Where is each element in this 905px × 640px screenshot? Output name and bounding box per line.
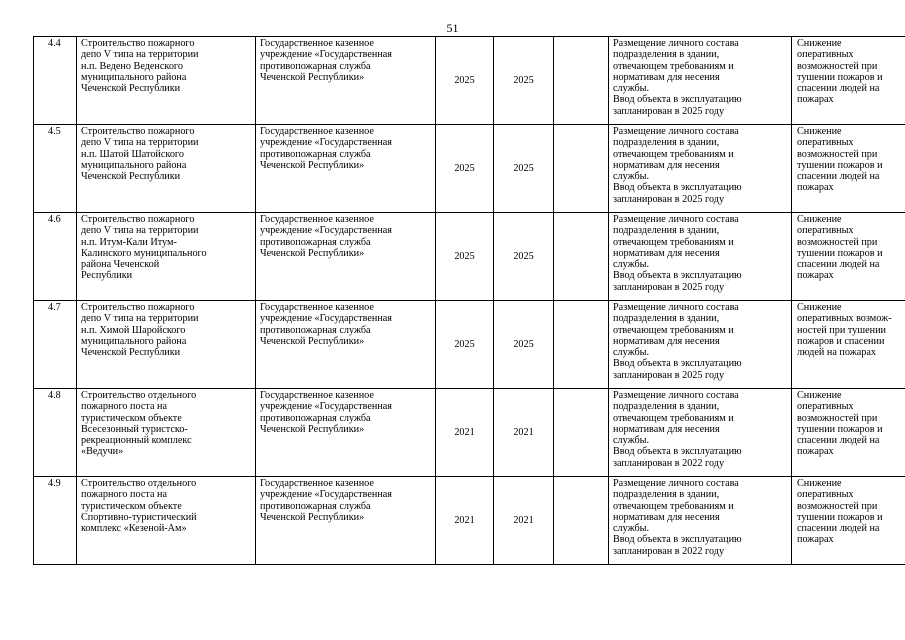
consequence-if-not-implemented: Снижение оперативных возможностей при тушении пожаров и спасении людей на пожарах: [792, 37, 905, 125]
end-year: 2025: [494, 213, 554, 301]
expected-result: Размещение личного состава подразделения в здании, отвечающем требованиям и нормативам для несения службы. Ввод объекта в эксплуатацию запланирован в 2022 году: [609, 477, 792, 565]
row-number: 4.9: [34, 477, 77, 565]
responsible-organization: Государственное казенное учреждение «Государственная противопожарная служба Чеченской Республики»: [256, 213, 436, 301]
row-number: 4.4: [34, 37, 77, 125]
program-measures-table: [33, 36, 905, 565]
table-row: [34, 389, 905, 477]
start-year: 2025: [436, 213, 494, 301]
empty-cell: [554, 37, 609, 125]
expected-result: Размещение личного состава подразделения в здании, отвечающем требованиям и нормативам для несения службы. Ввод объекта в эксплуатацию запланирован в 2025 году: [609, 125, 792, 213]
row-number: 4.8: [34, 389, 77, 477]
expected-result: Размещение личного состава подразделения в здании, отвечающем требованиям и нормативам для несения службы. Ввод объекта в эксплуатацию запланирован в 2022 году: [609, 389, 792, 477]
responsible-organization: Государственное казенное учреждение «Государственная противопожарная служба Чеченской Республики»: [256, 125, 436, 213]
expected-result: Размещение личного состава подразделения в здании, отвечающем требованиям и нормативам для несения службы. Ввод объекта в эксплуатацию запланирован в 2025 году: [609, 37, 792, 125]
start-year: 2021: [436, 477, 494, 565]
table-row: [34, 37, 905, 125]
start-year: 2025: [436, 37, 494, 125]
measure-name: Строительство пожарного депо V типа на территории н.п. Химой Шаройского муниципального района Чеченской Республики: [77, 301, 256, 389]
empty-cell: [554, 301, 609, 389]
consequence-if-not-implemented: Снижение оперативных возможностей при тушении пожаров и спасении людей на пожарах: [792, 389, 905, 477]
consequence-if-not-implemented: Снижение оперативных возмож- ностей при тушении пожаров и спасении людей на пожарах: [792, 301, 905, 389]
end-year: 2021: [494, 477, 554, 565]
empty-cell: [554, 389, 609, 477]
end-year: 2025: [494, 125, 554, 213]
responsible-organization: Государственное казенное учреждение «Государственная противопожарная служба Чеченской Республики»: [256, 477, 436, 565]
start-year: 2025: [436, 301, 494, 389]
expected-result: Размещение личного состава подразделения в здании, отвечающем требованиям и нормативам для несения службы. Ввод объекта в эксплуатацию запланирован в 2025 году: [609, 213, 792, 301]
row-number: 4.6: [34, 213, 77, 301]
end-year: 2025: [494, 37, 554, 125]
end-year: 2021: [494, 389, 554, 477]
measure-name: Строительство пожарного депо V типа на территории н.п. Ведено Веденского муниципального района Чеченской Республики: [77, 37, 256, 125]
expected-result: Размещение личного состава подразделения в здании, отвечающем требованиям и нормативам для несения службы. Ввод объекта в эксплуатацию запланирован в 2025 году: [609, 301, 792, 389]
start-year: 2021: [436, 389, 494, 477]
measure-name: Строительство отдельного пожарного поста на туристическом объекте Всесезонный туристско- рекреационный комплекс «Ведучи»: [77, 389, 256, 477]
row-number: 4.7: [34, 301, 77, 389]
end-year: 2025: [494, 301, 554, 389]
consequence-if-not-implemented: Снижение оперативных возможностей при тушении пожаров и спасении людей на пожарах: [792, 125, 905, 213]
page-number: 51: [446, 21, 459, 35]
table-row: [34, 213, 905, 301]
measure-name: Строительство пожарного депо V типа на территории н.п. Итум-Кали Итум- Калинского муниципального района Чеченской Республики: [77, 213, 256, 301]
table-row: [34, 477, 905, 565]
empty-cell: [554, 125, 609, 213]
table-row: [34, 125, 905, 213]
empty-cell: [554, 477, 609, 565]
responsible-organization: Государственное казенное учреждение «Государственная противопожарная служба Чеченской Республики»: [256, 37, 436, 125]
measure-name: Строительство пожарного депо V типа на территории н.п. Шатой Шатойского муниципального района Чеченской Республики: [77, 125, 256, 213]
empty-cell: [554, 213, 609, 301]
responsible-organization: Государственное казенное учреждение «Государственная противопожарная служба Чеченской Республики»: [256, 301, 436, 389]
responsible-organization: Государственное казенное учреждение «Государственная противопожарная служба Чеченской Республики»: [256, 389, 436, 477]
consequence-if-not-implemented: Снижение оперативных возможностей при тушении пожаров и спасении людей на пожарах: [792, 477, 905, 565]
consequence-if-not-implemented: Снижение оперативных возможностей при тушении пожаров и спасении людей на пожарах: [792, 213, 905, 301]
row-number: 4.5: [34, 125, 77, 213]
table-row: [34, 301, 905, 389]
measure-name: Строительство отдельного пожарного поста на туристическом объекте Спортивно-туристический комплекс «Кезеной-Ам»: [77, 477, 256, 565]
start-year: 2025: [436, 125, 494, 213]
